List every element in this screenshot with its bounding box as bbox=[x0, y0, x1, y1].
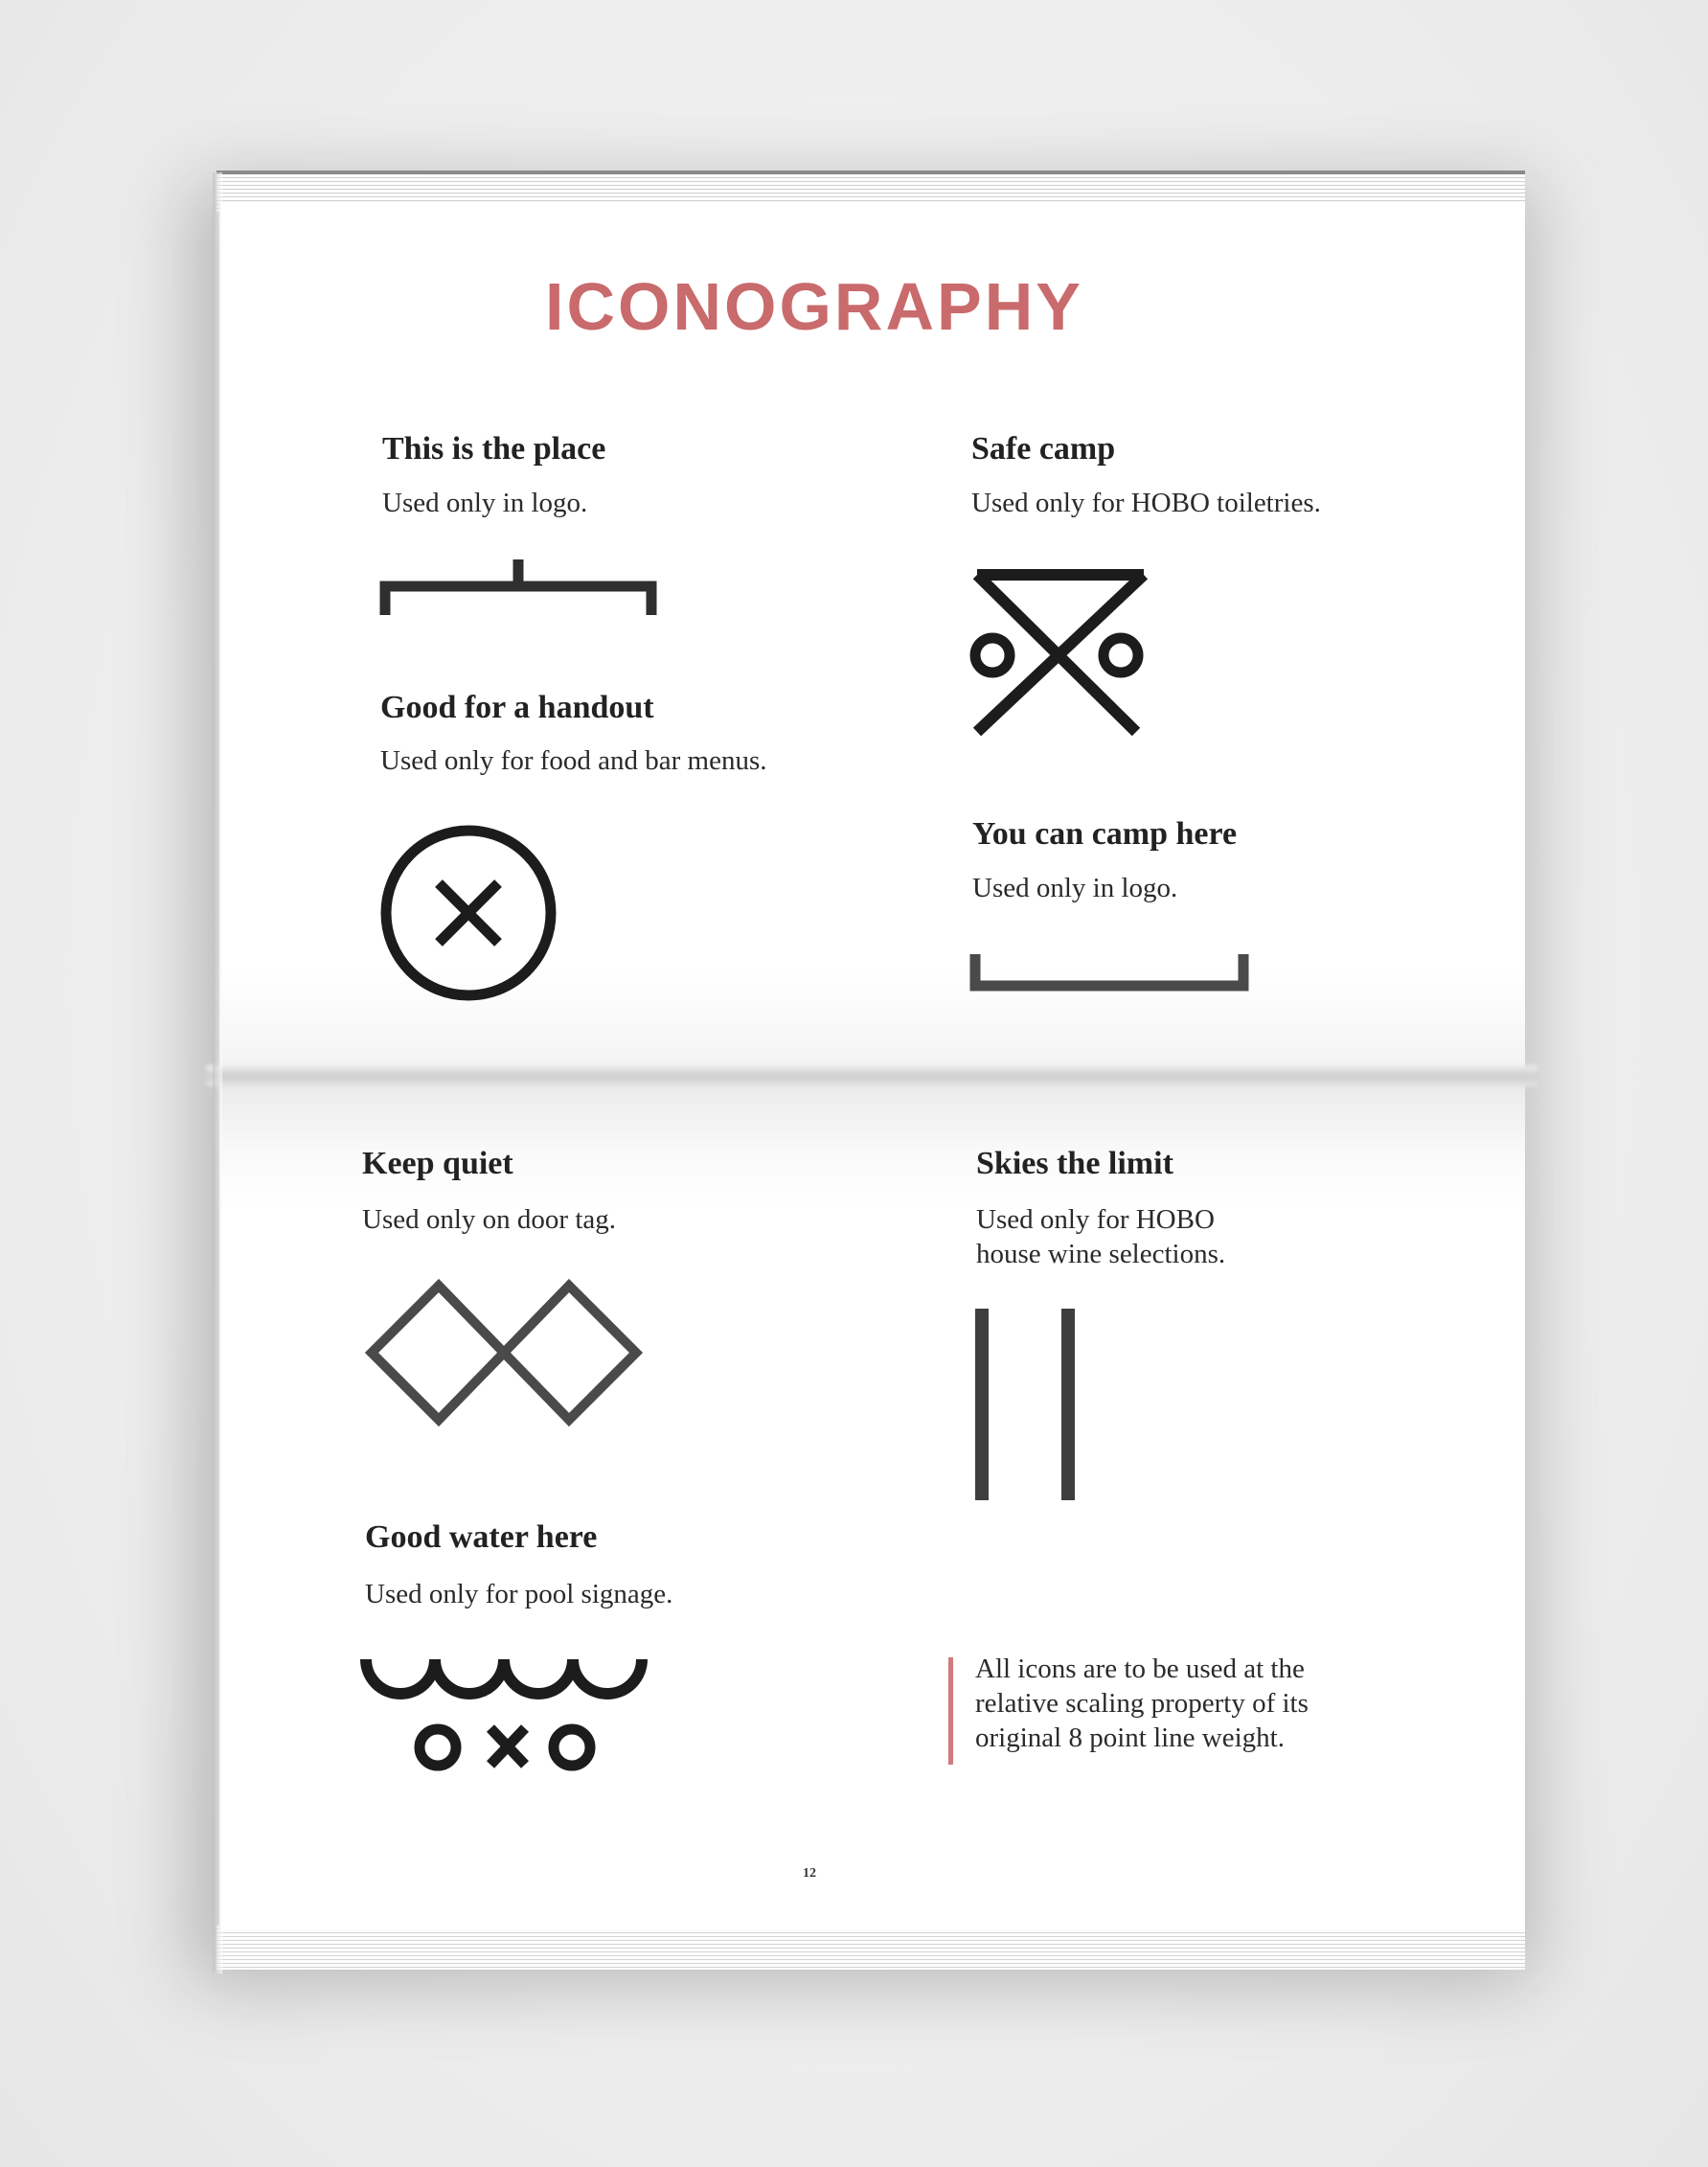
this-is-the-place-icon bbox=[379, 558, 657, 617]
desc-skies-the-limit-line-1: Used only for HOBO bbox=[976, 1204, 1215, 1235]
you-can-camp-here-icon bbox=[969, 954, 1249, 992]
keep-quiet-icon bbox=[360, 1278, 648, 1427]
desc-this-is-the-place: Used only in logo. bbox=[382, 488, 588, 518]
heading-keep-quiet: Keep quiet bbox=[362, 1146, 513, 1181]
book-spine bbox=[206, 1065, 1537, 1086]
desc-keep-quiet: Used only on door tag. bbox=[362, 1204, 616, 1235]
usage-note-line-1: All icons are to be used at the bbox=[975, 1654, 1305, 1684]
desc-skies-the-limit-line-2: house wine selections. bbox=[976, 1239, 1226, 1269]
desc-you-can-camp-here: Used only in logo. bbox=[972, 873, 1178, 903]
heading-you-can-camp-here: You can camp here bbox=[972, 816, 1238, 852]
note-accent-bar bbox=[948, 1657, 953, 1765]
page-title: ICONOGRAPHY bbox=[545, 269, 1083, 344]
good-for-a-handout-icon bbox=[377, 822, 559, 1004]
desc-safe-camp: Used only for HOBO toiletries. bbox=[971, 488, 1321, 518]
usage-note-line-2: relative scaling property of its bbox=[975, 1688, 1309, 1719]
usage-note-line-3: original 8 point line weight. bbox=[975, 1722, 1285, 1753]
desc-good-for-a-handout: Used only for food and bar menus. bbox=[380, 745, 767, 776]
safe-camp-icon bbox=[966, 567, 1155, 740]
heading-good-water-here: Good water here bbox=[365, 1519, 598, 1555]
book-edge bbox=[213, 172, 222, 1973]
skies-the-limit-icon bbox=[969, 1309, 1084, 1502]
good-water-here-icon bbox=[360, 1654, 653, 1774]
page-stack-bottom bbox=[216, 1926, 1525, 1970]
usage-note bbox=[975, 1652, 1378, 1755]
heading-good-for-a-handout: Good for a handout bbox=[380, 690, 654, 725]
desc-good-water-here: Used only for pool signage. bbox=[365, 1579, 673, 1609]
heading-safe-camp: Safe camp bbox=[971, 431, 1116, 467]
heading-skies-the-limit: Skies the limit bbox=[976, 1146, 1173, 1181]
page-number: 12 bbox=[803, 1866, 816, 1881]
heading-this-is-the-place: This is the place bbox=[382, 431, 606, 467]
